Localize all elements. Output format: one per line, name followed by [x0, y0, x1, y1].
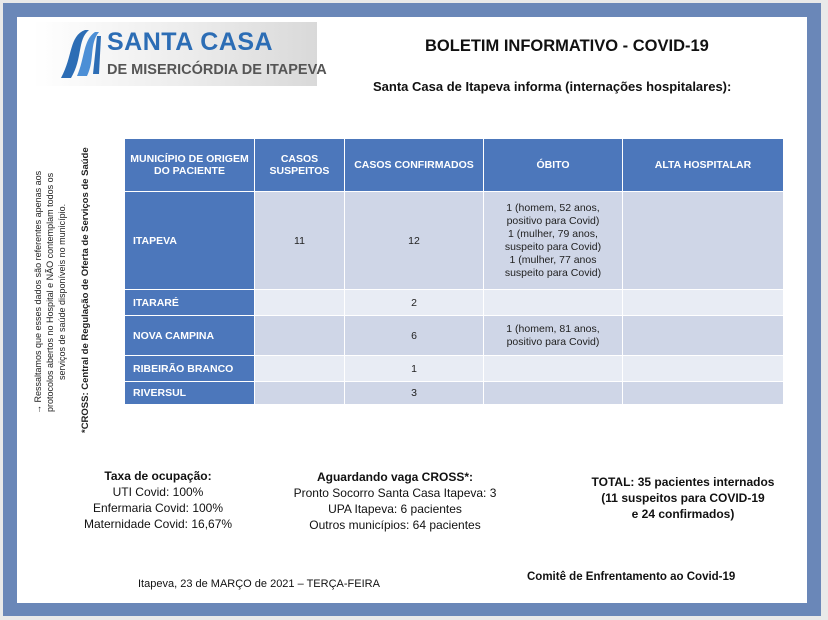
- confirmados-cell: 1: [345, 356, 484, 382]
- table-row: [125, 382, 784, 405]
- cross-footnote: *CROSS: Central de Regulação de Oferta de Serviços de Saúde: [80, 147, 91, 433]
- ocupacao-line: UTI Covid: 100%: [112, 485, 204, 499]
- suspeitos-cell: [255, 356, 345, 382]
- bulletin-title: BOLETIM INFORMATIVO - COVID-19: [425, 37, 709, 55]
- municipio-cell: RIBEIRÃO BRANCO: [125, 356, 255, 382]
- alta-cell: [623, 356, 784, 382]
- header-obito: ÓBITO: [484, 139, 623, 192]
- obito-cell: [484, 192, 623, 290]
- confirmados-cell: 3: [345, 382, 484, 405]
- logo-mark-icon: [55, 26, 105, 82]
- total-line: (11 suspeitos para COVID-19: [601, 491, 765, 505]
- ocupacao-line: Maternidade Covid: 16,67%: [83, 517, 233, 531]
- table-row: [125, 192, 784, 290]
- aguardando-line: UPA Itapeva: 6 pacientes: [328, 502, 462, 516]
- aguardando-block: [280, 469, 510, 533]
- confirmados-cell: 2: [345, 290, 484, 316]
- total-line: TOTAL: 35 pacientes internados: [591, 475, 775, 489]
- suspeitos-cell: [255, 290, 345, 316]
- obito-cell: [484, 356, 623, 382]
- obito-line: 1 (homem, 52 anos,: [506, 201, 600, 214]
- obito-line: 1 (mulher, 79 anos,: [508, 227, 598, 240]
- suspeitos-cell: 11: [255, 192, 345, 290]
- obito-line: positivo para Covid): [506, 335, 600, 348]
- municipio-cell: RIVERSUL: [125, 382, 255, 405]
- obito-line: suspeito para Covid): [504, 266, 602, 279]
- confirmados-cell: 6: [345, 316, 484, 356]
- cases-table: [124, 138, 784, 405]
- municipio-cell: NOVA CAMPINA: [125, 316, 255, 356]
- obito-cell: [484, 316, 623, 356]
- municipio-cell: ITAPEVA: [125, 192, 255, 290]
- total-line: e 24 confirmados): [631, 507, 735, 521]
- aguardando-title: Aguardando vaga CROSS*:: [316, 470, 474, 484]
- bulletin-subtitle: Santa Casa de Itapeva informa (internações hospitalares):: [373, 79, 732, 94]
- logo-subtitle: DE MISERICÓRDIA DE ITAPEVA: [107, 62, 327, 78]
- obito-cell: [484, 382, 623, 405]
- alta-cell: [623, 192, 784, 290]
- obito-line: 1 (mulher, 77 anos: [509, 253, 597, 266]
- disclaimer-line: serviços de saúde disponíveis no município.: [57, 203, 67, 381]
- header-alta: ALTA HOSPITALAR: [623, 139, 784, 192]
- obito-line: suspeito para Covid): [504, 240, 602, 253]
- obito-line: positivo para Covid): [506, 214, 600, 227]
- disclaimer-note: [32, 142, 68, 442]
- table-body: [125, 192, 784, 405]
- aguardando-line: Pronto Socorro Santa Casa Itapeva: 3: [293, 486, 497, 500]
- alta-cell: [623, 382, 784, 405]
- table-row: [125, 290, 784, 316]
- bulletin-date: Itapeva, 23 de MARÇO de 2021 – TERÇA-FEIRA: [138, 578, 380, 590]
- header-confirmados: CASOS CONFIRMADOS: [345, 139, 484, 192]
- alta-cell: [623, 316, 784, 356]
- table-row: [125, 356, 784, 382]
- table-row: [125, 316, 784, 356]
- header-municipio: MUNICÍPIO DE ORIGEM DO PACIENTE: [125, 139, 255, 192]
- committee-signature: Comitê de Enfrentamento ao Covid-19: [527, 571, 736, 583]
- header-suspeitos: CASOS SUSPEITOS: [255, 139, 345, 192]
- aguardando-line: Outros municípios: 64 pacientes: [309, 518, 481, 532]
- alta-cell: [623, 290, 784, 316]
- total-block: [578, 474, 788, 522]
- disclaimer-line: → Ressaltamos que esses dados são referentes apenas aos: [33, 170, 43, 414]
- suspeitos-cell: [255, 382, 345, 405]
- ocupacao-block: [63, 468, 253, 532]
- logo-title: SANTA CASA: [107, 28, 274, 56]
- municipio-cell: ITARARÉ: [125, 290, 255, 316]
- suspeitos-cell: [255, 316, 345, 356]
- disclaimer-line: protocolos abertos no Hospital e NÃO contemplam todos os: [45, 172, 55, 412]
- ocupacao-title: Taxa de ocupação:: [104, 469, 212, 483]
- ocupacao-line: Enfermaria Covid: 100%: [92, 501, 224, 515]
- confirmados-cell: 12: [345, 192, 484, 290]
- obito-cell: [484, 290, 623, 316]
- obito-line: 1 (homem, 81 anos,: [506, 322, 600, 335]
